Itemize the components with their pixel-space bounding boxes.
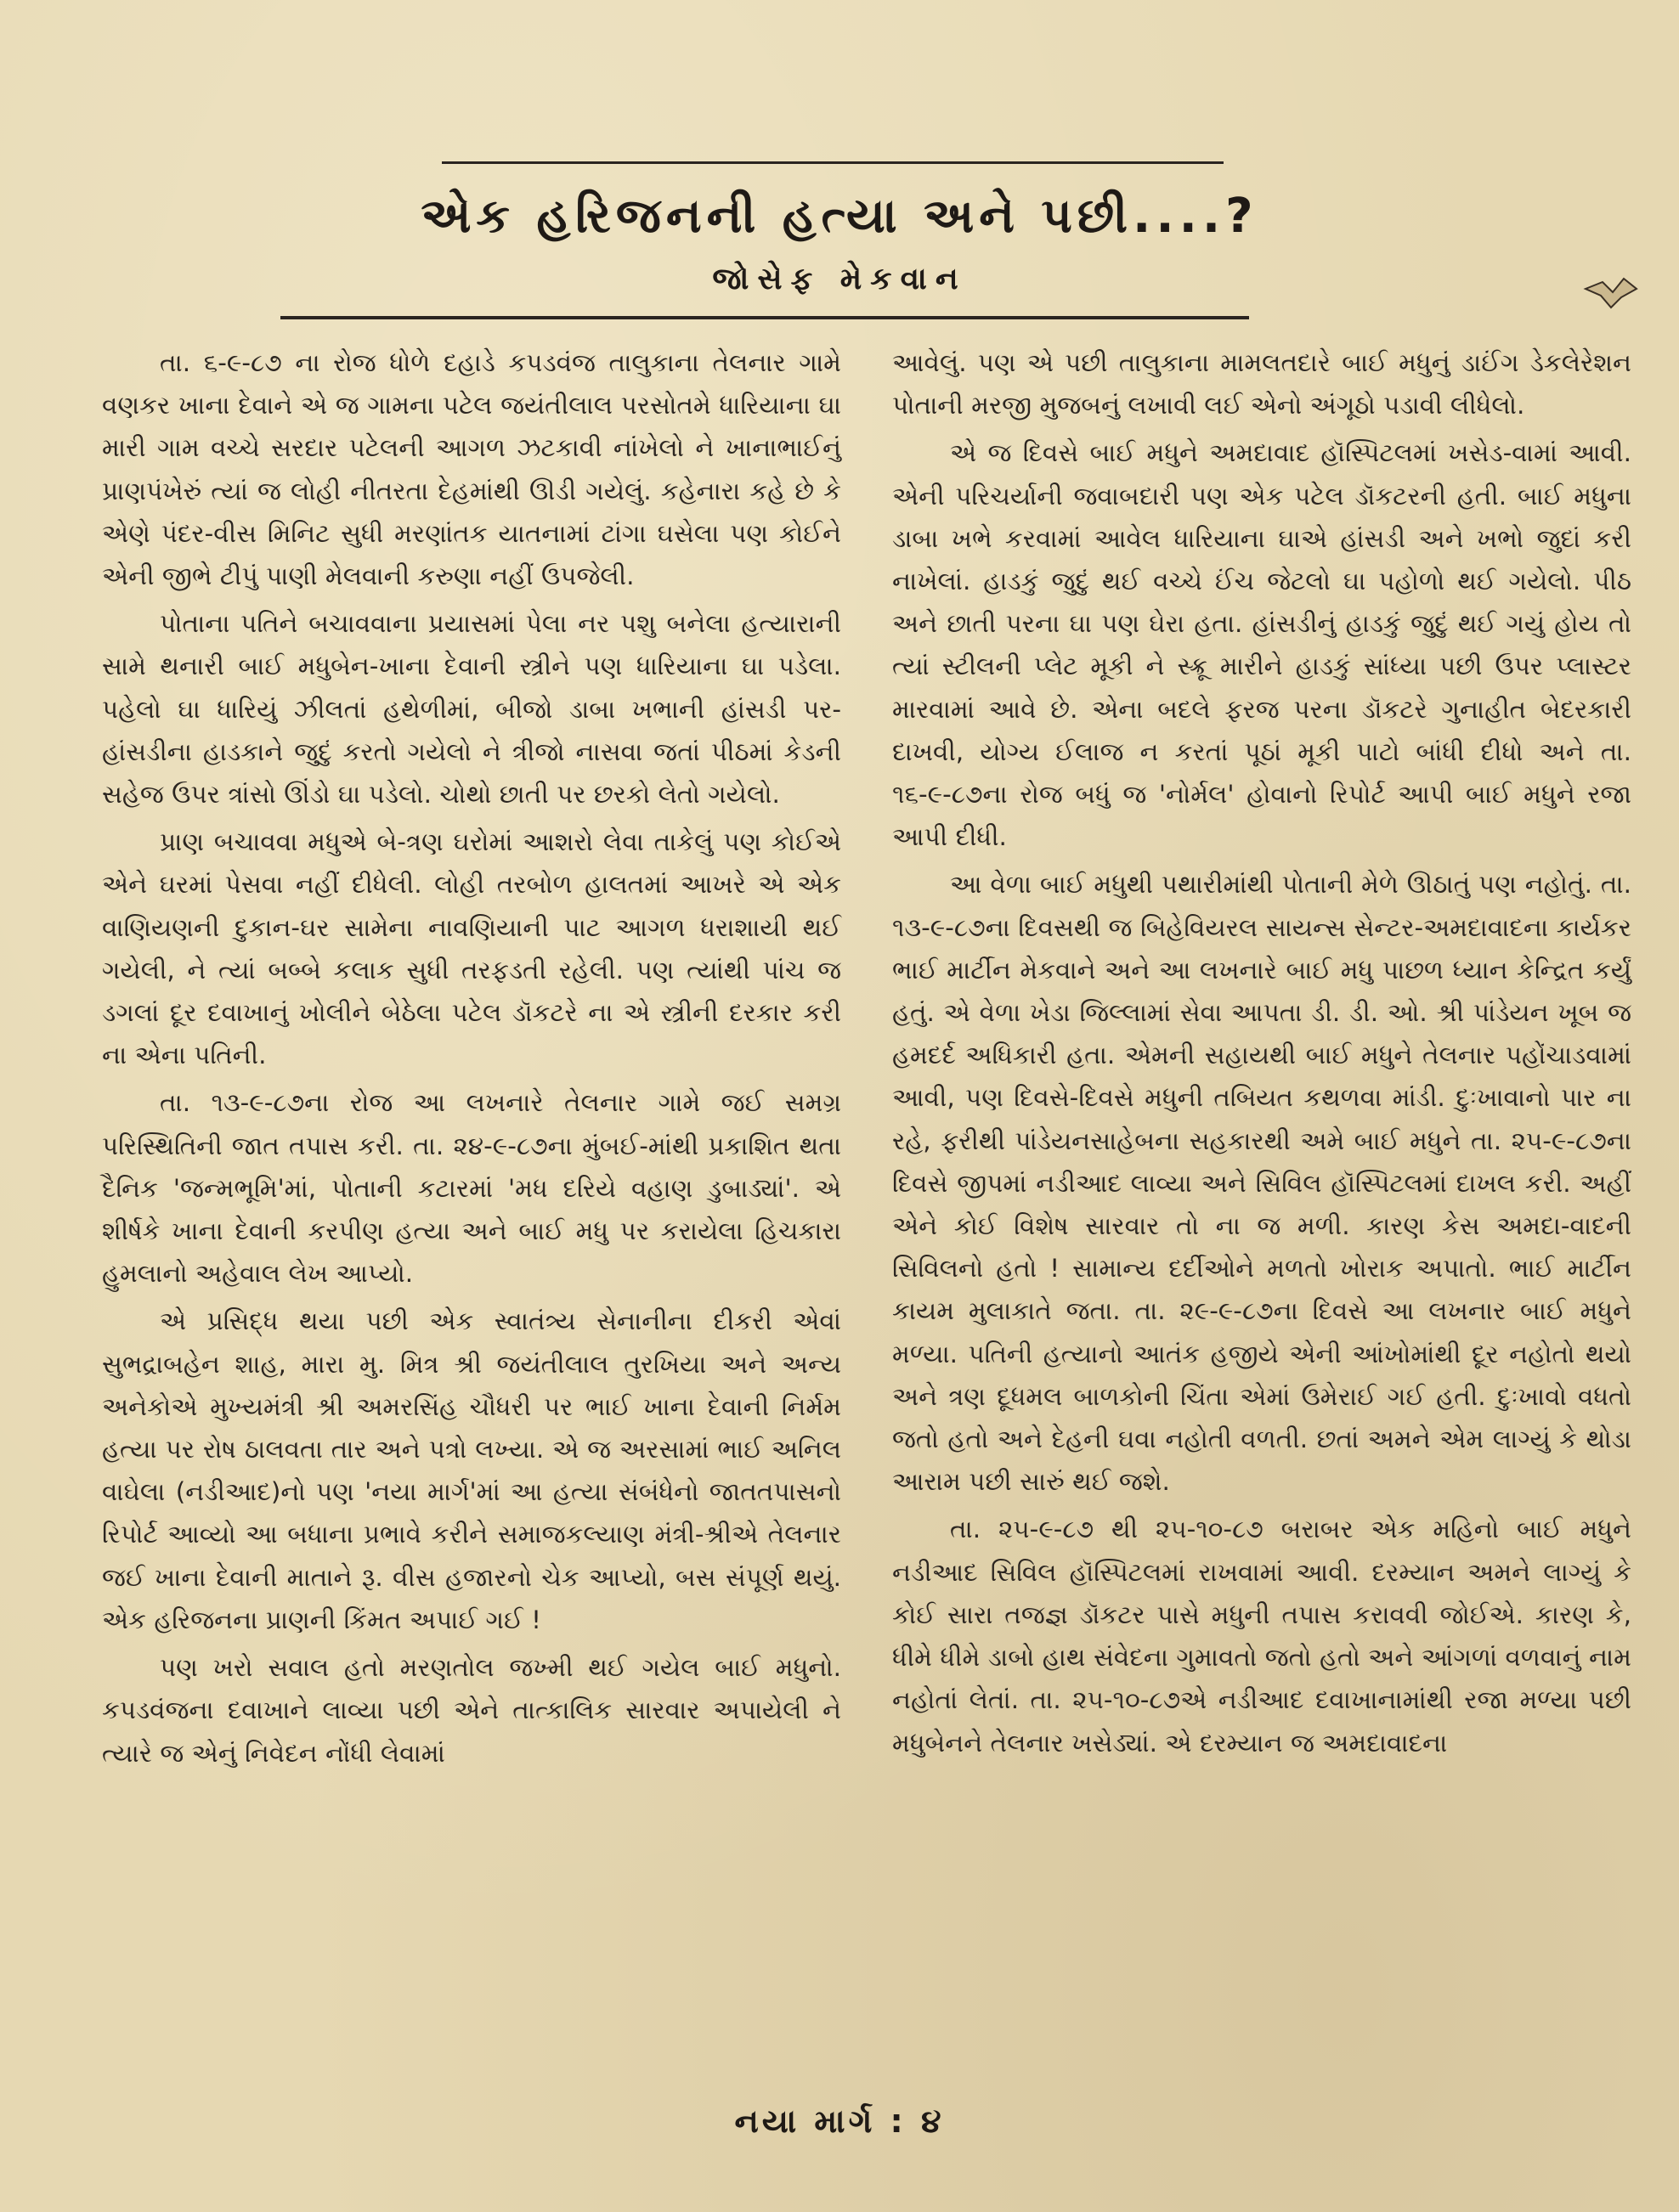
right-column bbox=[892, 341, 1631, 1769]
left-paragraph-6: પણ ખરો સવાલ હતો મરણતોલ જખ્મી થઈ ગયેલ બાઈ મધુનો. કપડવંજના દવાખાને લાવ્યા પછી એને તાત્કાલિક સારવાર અપાયેલી ને ત્યારે જ એનું નિવેદન નોંધી લેવામાં bbox=[102, 1653, 841, 1768]
right-paragraph-1: આવેલું. પણ એ પછી તાલુકાના મામલતદારે બાઈ મધુનું ડાઈંગ ડેકલેરેશન પોતાની મરજી મુજબનું લખાવી લઈ એનો અંગૂઠો પડાવી લીધેલો. bbox=[892, 348, 1631, 420]
left-column bbox=[102, 341, 841, 1780]
title-rule bbox=[280, 316, 1249, 319]
left-paragraph-2: પોતાના પતિને બચાવવાના પ્રયાસમાં પેલા નર પશુ બનેલા હત્યારાની સામે થનારી બાઈ મધુબેન-ખાના દેવાની સ્ત્રીને પણ ધારિયાના ઘા પડેલા. પહેલો ઘા ધારિયું ઝીલતાં હથેળીમાં, બીજો ડાબા ખભાની હાંસડી પર-હાંસડીના હાડકાને જુદું કરતો ગયેલો ને ત્રીજો નાસવા જતાં પીઠમાં કેડની સહેજ ઉપર ત્રાંસો ઊંડો ઘા પડેલો. ચોથો છાતી પર છરકો લેતો ગયેલો. bbox=[102, 609, 841, 810]
left-paragraph-4: તા. ૧૩-૯-૮૭ના રોજ આ લખનારે તેલનાર ગામે જઈ સમગ્ર પરિસ્થિતિની જાત તપાસ કરી. તા. ૨૪-૯-૮૭ના મુંબઈ-માંથી પ્રકાશિત થતા દૈનિક 'જન્મભૂમિ'માં, પોતાની કટારમાં 'મધ દરિયે વહાણ ડુબાડ્યાં'. એ શીર્ષકે ખાના દેવાની કરપીણ હત્યા અને બાઈ મધુ પર કરાયેલા હિચકારા હુમલાનો અહેવાલ લેખ આપ્યો. bbox=[102, 1088, 841, 1289]
top-rule bbox=[442, 161, 1224, 164]
right-paragraph-4: તા. ૨૫-૯-૮૭ થી ૨૫-૧૦-૮૭ બરાબર એક મહિનો બાઈ મધુને નડીઆદ સિવિલ હૉસ્પિટલમાં રાખવામાં આવી. દરમ્યાન અમને લાગ્યું કે કોઈ સારા તજજ્ઞ ડૉકટર પાસે મધુની તપાસ કરાવવી જોઈએ. કારણ કે, ધીમે ધીમે ડાબો હાથ સંવેદના ગુમાવતો જતો હતો અને આંગળાં વળવાનું નામ નહોતાં લેતાં. તા. ૨૫-૧૦-૮૭એ નડીઆદ દવાખાનામાંથી રજા મળ્યા પછી મધુબેનને તેલનાર ખસેડ્યાં. એ દરમ્યાન જ અમદાવાદના bbox=[892, 1515, 1631, 1758]
article-title: એક હરિજનની હત્યા અને પછી....? bbox=[421, 189, 1258, 244]
left-paragraph-1: તા. ૬-૯-૮૭ ના રોજ ધોળે દહાડે કપડવંજ તાલુકાના તેલનાર ગામે વણકર ખાના દેવાને એ જ ગામના પટેલ જયંતીલાલ પરસોતમે ધારિયાના ઘા મારી ગામ વચ્ચે સરદાર પટેલની આગળ ઝટકાવી નાંખેલો ને ખાનાભાઈનું પ્રાણપંખેરું ત્યાં જ લોહી નીતરતા દેહમાંથી ઊડી ગયેલું. કહેનારા કહે છે કે એણે પંદર-વીસ મિનિટ સુધી મરણાંતક યાતનામાં ટાંગા ઘસેલા પણ કોઈને એની જીભે ટીપું પાણી મેલવાની કરુણા નહીં ઉપજેલી. bbox=[102, 348, 841, 591]
right-paragraph-2: એ જ દિવસે બાઈ મધુને અમદાવાદ હૉસ્પિટલમાં ખસેડ-વામાં આવી. એની પરિચર્યાની જવાબદારી પણ એક પટેલ ડૉકટરની હતી. બાઈ મધુના ડાબા ખભે કરવામાં આવેલ ધારિયાના ઘાએ હાંસડી અને ખભો જુદાં કરી નાખેલાં. હાડકું જુદું થઈ વચ્ચે ઈંચ જેટલો ઘા પહોળો થઈ ગયેલો. પીઠ અને છાતી પરના ઘા પણ ઘેરા હતા. હાંસડીનું હાડકું જુદું થઈ ગયું હોય તો ત્યાં સ્ટીલની પ્લેટ મૂકી ને સ્ક્રૂ મારીને હાડકું સાંધ્યા પછી ઉપર પ્લાસ્ટર મારવામાં આવે છે. એના બદલે ફરજ પરના ડૉકટરે ગુનાહીત બેદરકારી દાખવી, યોગ્ય ઈલાજ ન કરતાં પૂઠાં મૂકી પાટો બાંધી દીધો અને તા. ૧૬-૯-૮૭ના રોજ બધું જ 'નોર્મલ' હોવાનો રિપોર્ટ આપી બાઈ મધુને રજા આપી દીધી. bbox=[892, 438, 1631, 852]
right-paragraph-3: આ વેળા બાઈ મધુથી પથારીમાંથી પોતાની મેળે ઊઠાતું પણ નહોતું. તા. ૧૩-૯-૮૭ના દિવસથી જ બિહેવિયરલ સાયન્સ સેન્ટર-અમદાવાદના કાર્યકર ભાઈ માર્ટીન મેકવાને અને આ લખનારે બાઈ મધુ પાછળ ધ્યાન કેન્દ્રિત કર્યું હતું. એ વેળા ખેડા જિલ્લામાં સેવા આપતા ડી. ડી. ઓ. શ્રી પાંડેયન ખૂબ જ હમદર્દ અધિકારી હતા. એમની સહાયથી બાઈ મધુને તેલનાર પહોંચાડવામાં આવી, પણ દિવસે-દિવસે મધુની તબિયત કથળવા માંડી. દુઃખાવાનો પાર ના રહે, ફરીથી પાંડેયનસાહેબના સહકારથી અમે બાઈ મધુને તા. ૨૫-૯-૮૭ના દિવસે જીપમાં નડીઆદ લાવ્યા અને સિવિલ હૉસ્પિટલમાં દાખલ કરી. અહીં એને કોઈ વિશેષ સારવાર તો ના જ મળી. કારણ કેસ અમદા-વાદની સિવિલનો હતો ! સામાન્ય દર્દીઓને મળતો ખોરાક અપાતો. ભાઈ માર્ટીન કાયમ મુલાકાતે જતા. તા. ૨૯-૯-૮૭ના દિવસે આ લખનાર બાઈ મધુને મળ્યા. પતિની હત્યાનો આતંક હજીયે એની આંખોમાંથી દૂર નહોતો થયો અને ત્રણ દૂધમલ બાળકોની ચિંતા એમાં ઉમેરાઈ ગઈ હતી. દુઃખાવો વધતો જતો હતો અને દેહની ઘવા નહોતી વળતી. છતાં અમને એમ લાગ્યું કે થોડા આરામ પછી સારું થઈ જશે. bbox=[892, 870, 1631, 1497]
left-paragraph-5: એ પ્રસિદ્ધ થયા પછી એક સ્વાતંત્ર્ય સેનાનીના દીકરી એવાં સુભદ્રાબહેન શાહ, મારા મુ. મિત્ર શ્રી જયંતીલાલ તુરખિયા અને અન્ય અનેકોએ મુખ્યમંત્રી શ્રી અમરસિંહ ચૌધરી પર ભાઈ ખાના દેવાની નિર્મમ હત્યા પર રોષ ઠાલવતા તાર અને પત્રો લખ્યા. એ જ અરસામાં ભાઈ અનિલ વાઘેલા (નડીઆદ)નો પણ 'નયા માર્ગ'માં આ હત્યા સંબંધેનો જાતતપાસનો રિપોર્ટ આવ્યો આ બધાના પ્રભાવે કરીને સમાજકલ્યાણ મંત્રી-શ્રીએ તેલનાર જઈ ખાના દેવાની માતાને રૂ. વીસ હજારનો ચેક આપ્યો, બસ સંપૂર્ણ થયું. એક હરિજનના પ્રાણની કિંમત અપાઈ ગઈ ! bbox=[102, 1306, 841, 1634]
paper-tear-mark bbox=[1577, 263, 1645, 314]
article-author: જોસેફ મેકવાન bbox=[712, 262, 967, 296]
left-paragraph-3: પ્રાણ બચાવવા મધુએ બે-ત્રણ ઘરોમાં આશરો લેવા તાકેલું પણ કોઈએ એને ઘરમાં પેસવા નહીં દીધેલી. લોહી તરબોળ હાલતમાં આખરે એ એક વાણિયણની દુકાન-ઘર સામેના નાવણિયાની પાટ આગળ ધરાશાયી થઈ ગયેલી, ને ત્યાં બબ્બે કલાક સુધી તરફડતી રહેલી. પણ ત્યાંથી પાંચ જ ડગલાં દૂર દવાખાનું ખોલીને બેઠેલા પટેલ ડૉકટરે ના એ સ્ત્રીની દરકાર કરી ના એના પતિની. bbox=[102, 827, 841, 1070]
page-footer: નયા માર્ગ : ૪ bbox=[734, 2102, 945, 2140]
